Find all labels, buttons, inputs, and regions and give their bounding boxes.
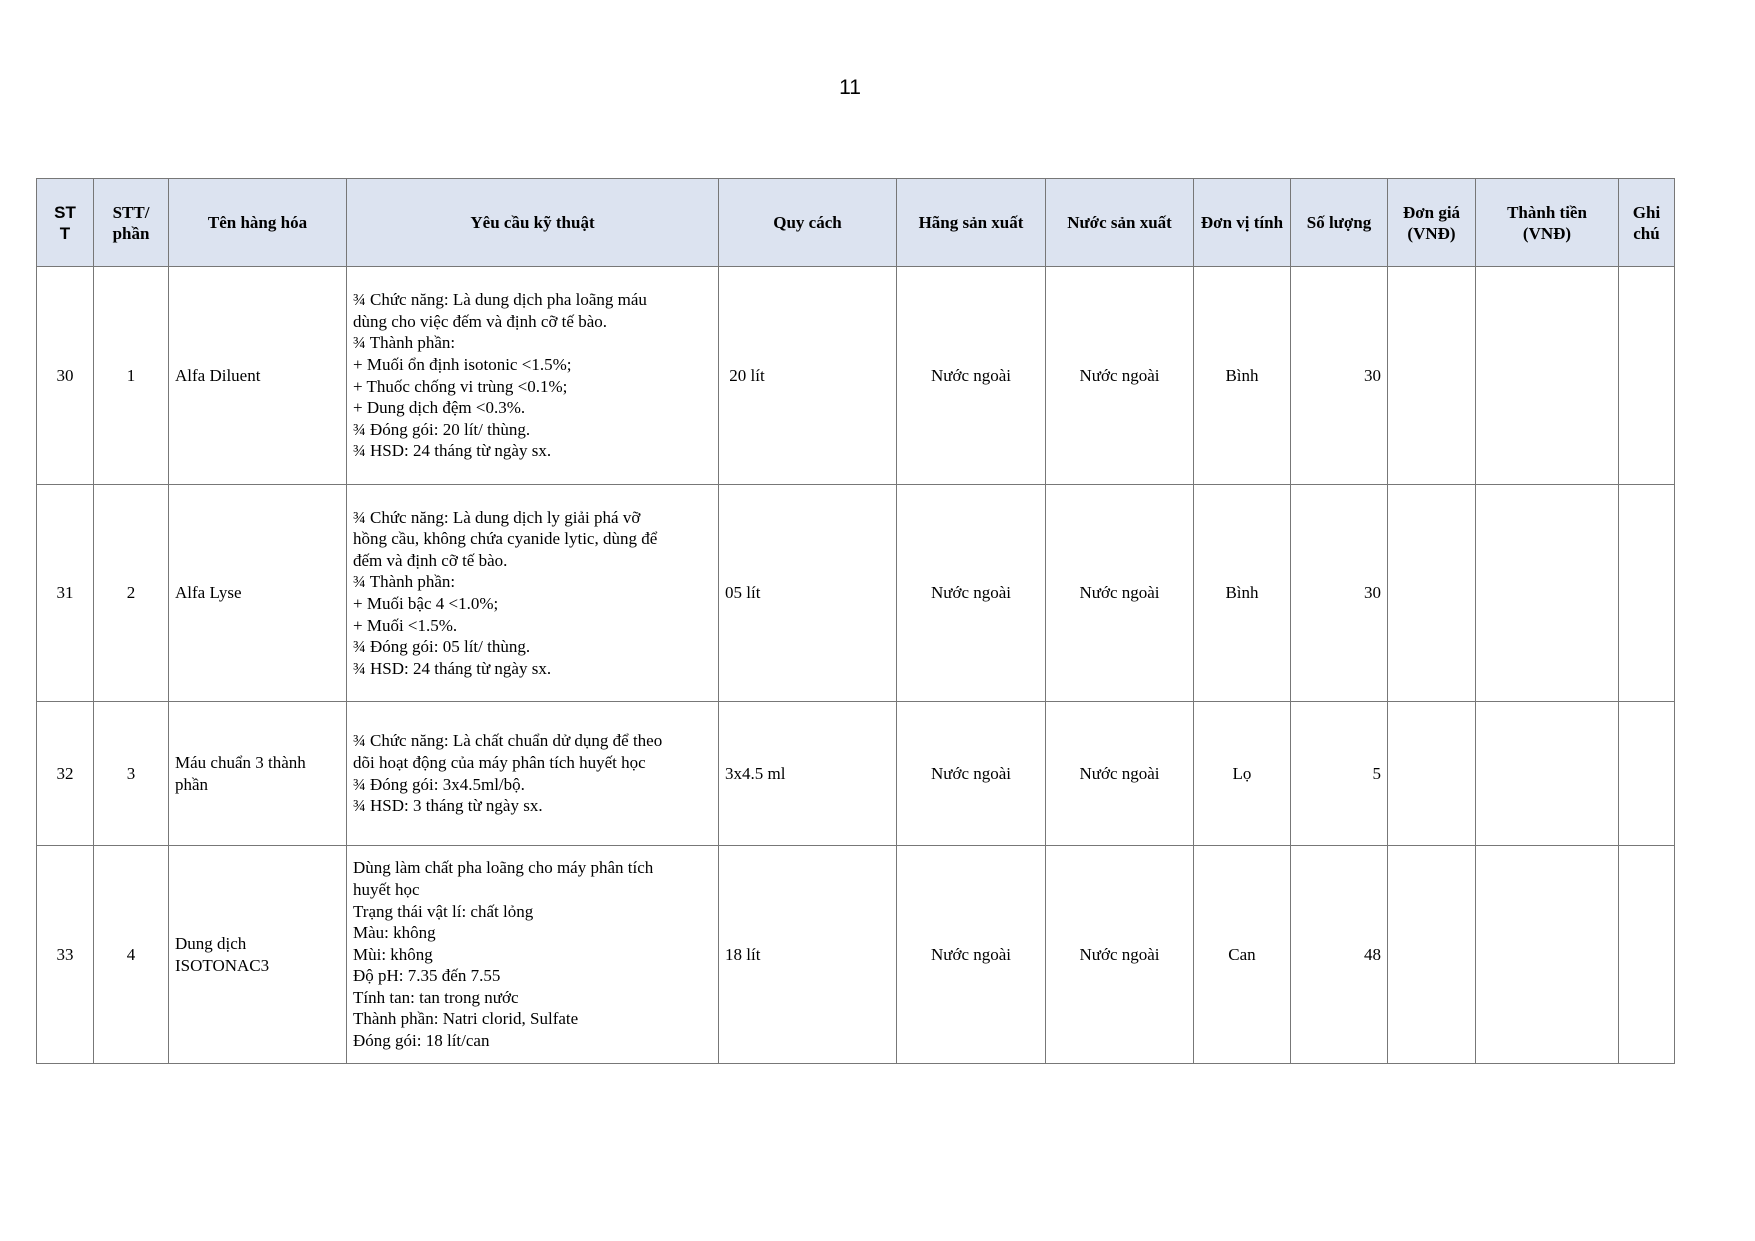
- spec-line: ¾ Đóng gói: 05 lít/ thùng.: [353, 637, 531, 657]
- cell-quy-cach: 20 lít: [719, 267, 897, 485]
- spec-line: dõi hoạt động của máy phân tích huyết học: [353, 752, 646, 772]
- cell-don-vi-tinh: Bình: [1194, 267, 1291, 485]
- spec-line: Dùng làm chất pha loãng cho máy phân tích: [353, 858, 654, 878]
- cell-don-gia: [1388, 485, 1476, 702]
- cell-thanh-tien: [1476, 485, 1619, 702]
- header-nuoc-san-xuat: Nước sản xuất: [1046, 179, 1194, 267]
- spec-line: Thành phần: Natri clorid, Sulfate: [353, 1009, 579, 1029]
- header-quy-cach: Quy cách: [719, 179, 897, 267]
- cell-name: Alfa Lyse: [169, 485, 347, 702]
- cell-thanh-tien: [1476, 702, 1619, 846]
- header-row: [37, 179, 1675, 267]
- table-row: [37, 267, 1675, 485]
- cell-don-vi-tinh: Lọ: [1194, 702, 1291, 846]
- cell-ghi-chu: [1619, 846, 1675, 1064]
- spec-line: huyết học: [353, 879, 420, 899]
- cell-stt-phan: 3: [94, 702, 169, 846]
- cell-don-vi-tinh: Bình: [1194, 485, 1291, 702]
- spec-line: hồng cầu, không chứa cyanide lytic, dùng để: [353, 529, 658, 549]
- spec-line: ¾ Thành phần:: [353, 333, 456, 353]
- cell-nuoc-san-xuat: Nước ngoài: [1046, 702, 1194, 846]
- cell-nuoc-san-xuat: Nước ngoài: [1046, 485, 1194, 702]
- cell-don-gia: [1388, 267, 1476, 485]
- cell-stt: 30: [37, 267, 94, 485]
- cell-stt: 33: [37, 846, 94, 1064]
- cell-nuoc-san-xuat: Nước ngoài: [1046, 267, 1194, 485]
- header-stt-phan: STT/ phần: [94, 179, 169, 267]
- cell-so-luong: 5: [1291, 702, 1388, 846]
- cell-ghi-chu: [1619, 485, 1675, 702]
- spec-line: Màu: không: [353, 923, 436, 943]
- header-stt: [37, 179, 94, 267]
- spec-line: Mùi: không: [353, 944, 433, 964]
- cell-stt-phan: 1: [94, 267, 169, 485]
- cell-stt: 32: [37, 702, 94, 846]
- spec-line: ¾ Thành phần:: [353, 572, 456, 592]
- spec-line: ¾ Chức năng: Là chất chuẩn dử dụng để theo: [353, 731, 663, 751]
- spec-line: ¾ Chức năng: Là dung dịch ly giải phá vỡ: [353, 507, 641, 527]
- cell-spec: [347, 485, 719, 702]
- cell-stt-phan: 2: [94, 485, 169, 702]
- spec-line: Trạng thái vật lí: chất lỏng: [353, 901, 534, 921]
- cell-don-gia: [1388, 846, 1476, 1064]
- header-ghi-chu: Ghi chú: [1619, 179, 1675, 267]
- table-row: [37, 702, 1675, 846]
- spec-line: + Muối <1.5%.: [353, 615, 458, 635]
- page-number: 11: [839, 76, 861, 99]
- spec-line: + Muối bậc 4 <1.0%;: [353, 594, 499, 613]
- cell-ghi-chu: [1619, 267, 1675, 485]
- spec-line: ¾ Chức năng: Là dung dịch pha loãng máu: [353, 290, 647, 310]
- spec-line: ¾ Đóng gói: 20 lít/ thùng.: [353, 419, 531, 439]
- spec-line: Tính tan: tan trong nước: [353, 987, 519, 1007]
- header-yeu-cau-ky-thuat: Yêu cầu kỹ thuật: [347, 179, 719, 267]
- cell-name: Dung dịch ISOTONAC3: [169, 846, 347, 1064]
- cell-name: Máu chuẩn 3 thành phần: [169, 702, 347, 846]
- spec-line: ¾ HSD: 24 tháng từ ngày sx.: [353, 441, 552, 461]
- table-row: [37, 485, 1675, 702]
- header-thanh-tien: Thành tiền (VNĐ): [1476, 179, 1619, 267]
- spec-line: Độ pH: 7.35 đến 7.55: [353, 966, 501, 986]
- cell-thanh-tien: [1476, 846, 1619, 1064]
- header-hang-san-xuat: Hãng sản xuất: [897, 179, 1046, 267]
- spec-line: dùng cho việc đếm và định cỡ tế bào.: [353, 311, 607, 331]
- spec-line: Đóng gói: 18 lít/can: [353, 1031, 490, 1051]
- spec-line: đếm và định cỡ tế bào.: [353, 550, 508, 570]
- header-ten-hang-hoa: Tên hàng hóa: [169, 179, 347, 267]
- table-row: [37, 846, 1675, 1064]
- cell-nuoc-san-xuat: Nước ngoài: [1046, 846, 1194, 1064]
- spec-line: + Dung dịch đệm <0.3%.: [353, 398, 526, 418]
- header-don-gia: Đơn giá (VNĐ): [1388, 179, 1476, 267]
- cell-hang-san-xuat: Nước ngoài: [897, 267, 1046, 485]
- cell-quy-cach: 3x4.5 ml: [719, 702, 897, 846]
- cell-quy-cach: 05 lít: [719, 485, 897, 702]
- cell-hang-san-xuat: Nước ngoài: [897, 485, 1046, 702]
- cell-spec: [347, 267, 719, 485]
- header-stt-label: ST T: [54, 202, 76, 243]
- spec-line: + Muối ổn định isotonic <1.5%;: [353, 354, 572, 374]
- cell-hang-san-xuat: Nước ngoài: [897, 846, 1046, 1064]
- spec-line: ¾ HSD: 24 tháng từ ngày sx.: [353, 658, 552, 678]
- spec-line: ¾ HSD: 3 tháng từ ngày sx.: [353, 796, 543, 816]
- cell-so-luong: 30: [1291, 267, 1388, 485]
- cell-thanh-tien: [1476, 267, 1619, 485]
- cell-quy-cach: 18 lít: [719, 846, 897, 1064]
- cell-hang-san-xuat: Nước ngoài: [897, 702, 1046, 846]
- cell-ghi-chu: [1619, 702, 1675, 846]
- goods-table: [36, 178, 1675, 1064]
- header-so-luong: Số lượng: [1291, 179, 1388, 267]
- cell-don-vi-tinh: Can: [1194, 846, 1291, 1064]
- header-don-vi-tinh: Đơn vị tính: [1194, 179, 1291, 267]
- spec-line: + Thuốc chống vi trùng <0.1%;: [353, 376, 568, 396]
- cell-stt: 31: [37, 485, 94, 702]
- cell-so-luong: 30: [1291, 485, 1388, 702]
- cell-spec: [347, 846, 719, 1064]
- cell-so-luong: 48: [1291, 846, 1388, 1064]
- cell-don-gia: [1388, 702, 1476, 846]
- cell-spec: [347, 702, 719, 846]
- spec-line: ¾ Đóng gói: 3x4.5ml/bộ.: [353, 774, 525, 794]
- cell-name: Alfa Diluent: [169, 267, 347, 485]
- cell-stt-phan: 4: [94, 846, 169, 1064]
